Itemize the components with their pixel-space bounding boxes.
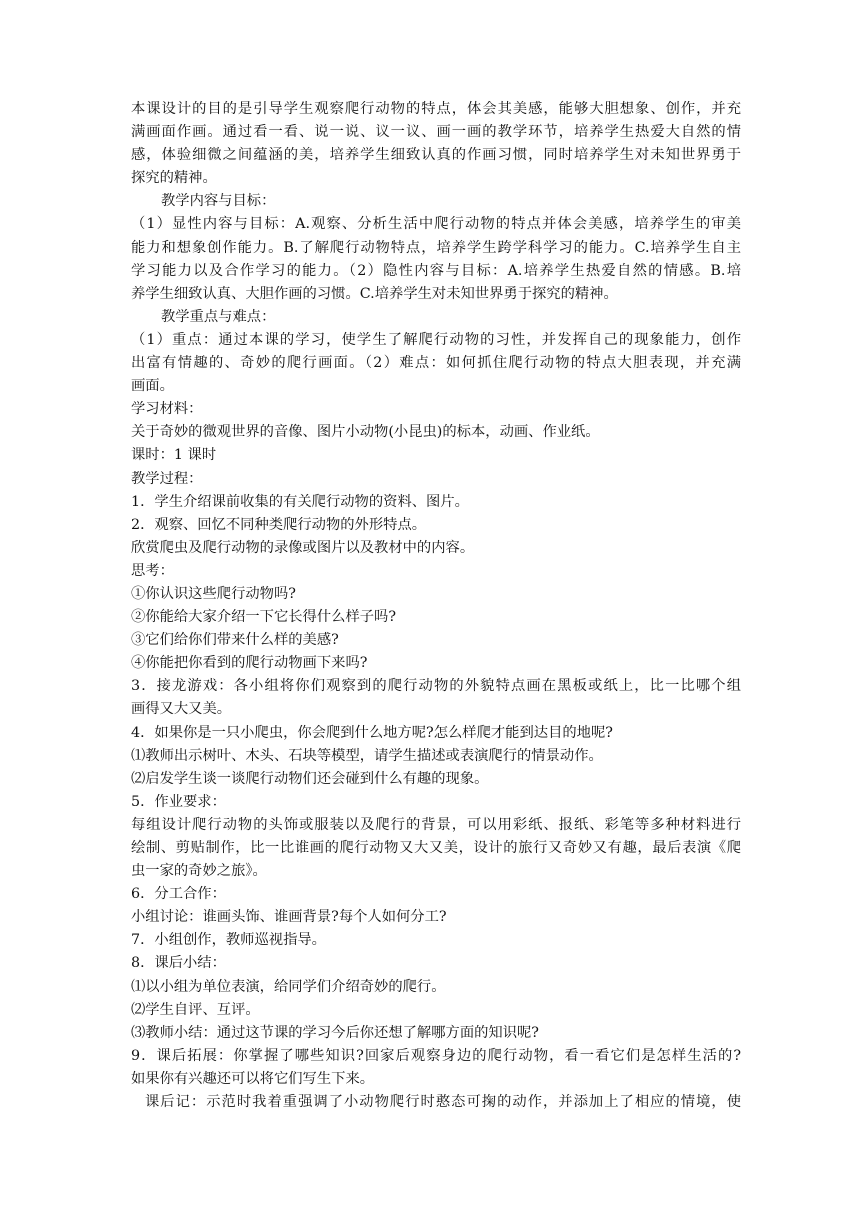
text-line: ⑵学生自评、互评。: [131, 1001, 260, 1018]
text-line: 满画面作画。通过看一看、说一说、议一议、画一画的教学环节，培养学生热爱大自然的情: [131, 124, 741, 141]
text-line: ⑴以小组为单位表演，给同学们介绍奇妙的爬行。: [131, 978, 446, 995]
text-line: 学习能力以及合作学习的能力。（2）隐性内容与目标：A.培养学生热爱自然的情感。B.培: [131, 262, 741, 279]
text-line: 2．观察、回忆不同种类爬行动物的外形特点。: [131, 516, 427, 533]
text-line: 9．课后拓展：你掌握了哪些知识?回家后观察身边的爬行动物，看一看它们是怎样生活的?: [131, 1047, 741, 1064]
text-line: 画得又大又美。: [131, 701, 232, 718]
text-line: ⑶教师小结：通过这节课的学习今后你还想了解哪方面的知识呢?: [131, 1024, 539, 1041]
text-line: 课时：1 课时: [131, 447, 217, 464]
text-line: 绘制、剪贴制作，比一比谁画的爬行动物又大又美，设计的旅行又奇妙又有趣，最后表演《爬: [131, 840, 741, 856]
text-line: （1）重点：通过本课的学习，使学生了解爬行动物的习性，并发挥自己的现象能力，创作: [131, 331, 741, 348]
text-line: 1．学生介绍课前收集的有关爬行动物的资料、图片。: [131, 493, 469, 510]
text-line: 教学重点与难点：: [161, 308, 276, 325]
text-line: 能力和想象创作能力。B.了解爬行动物特点，培养学生跨学科学习的能力。C.培养学生自主: [131, 239, 741, 256]
text-line: 6．分工合作：: [131, 886, 226, 903]
text-line: 每组设计爬行动物的头饰或服装以及爬行的背景，可以用彩纸、报纸、彩笔等多种材料进行: [131, 816, 741, 833]
text-line: 小组讨论：谁画头饰、谁画背景?每个人如何分工?: [131, 909, 447, 926]
text-line: 5．作业要求：: [131, 793, 226, 810]
text-line: 养学生细致认真、大胆作画的习惯。C.培养学生对未知世界勇于探究的精神。: [131, 285, 618, 302]
text-line: ②你能给大家介绍一下它长得什么样子吗?: [131, 609, 397, 626]
text-line: （1）显性内容与目标：A.观察、分析生活中爬行动物的特点并体会美感，培养学生的审美: [131, 216, 741, 233]
text-line: ③它们给你们带来什么样的美感?: [131, 632, 339, 649]
text-line: 课后记：示范时我着重强调了小动物爬行时憨态可掬的动作，并添加上了相应的情境，使: [145, 1094, 741, 1111]
text-line: 7．小组创作，教师巡视指导。: [131, 932, 326, 949]
text-line: 探究的精神。: [131, 170, 217, 187]
text-line: ⑴教师出示树叶、木头、石块等模型，请学生描述或表演爬行的情景动作。: [131, 747, 603, 764]
text-line: 教学过程：: [131, 470, 203, 487]
text-line: 教学内容与目标：: [161, 193, 276, 210]
text-line: 出富有情趣的、奇妙的爬行画面。（2）难点：如何抓住爬行动物的特点大胆表现，并充满: [131, 355, 741, 372]
text-line: ①你认识这些爬行动物吗?: [131, 585, 296, 602]
text-line: 思考：: [131, 562, 174, 579]
text-line: ④你能把你看到的爬行动物画下来吗?: [131, 655, 368, 672]
text-line: 虫一家的奇妙之旅》。: [131, 863, 267, 880]
text-line: 本课设计的目的是引导学生观察爬行动物的特点，体会其美感，能够大胆想象、创作，并充: [131, 101, 741, 117]
text-line: ⑵启发学生谈一谈爬行动物们还会碰到什么有趣的现象。: [131, 770, 489, 787]
text-line: 欣赏爬虫及爬行动物的录像或图片以及教材中的内容。: [131, 539, 475, 556]
text-line: 画面。: [131, 378, 174, 395]
text-line: 如果你有兴趣还可以将它们写生下来。: [131, 1070, 375, 1087]
text-line: 学习材料：: [131, 401, 203, 418]
text-line: 感，体验细微之间蕴涵的美，培养学生细致认真的作画习惯，同时培养学生对未知世界勇于: [131, 147, 741, 164]
document-body: [131, 98, 741, 1114]
text-line: 8．课后小结：: [131, 955, 226, 972]
text-line: 4．如果你是一只小爬虫，你会爬到什么地方呢?怎么样爬才能到达目的地呢?: [131, 724, 613, 741]
text-line: 3．接龙游戏：各小组将你们观察到的爬行动物的外貌特点画在黑板或纸上，比一比哪个组: [131, 678, 741, 695]
text-line: 关于奇妙的微观世界的音像、图片小动物(小昆虫)的标本，动画、作业纸。: [131, 424, 600, 441]
